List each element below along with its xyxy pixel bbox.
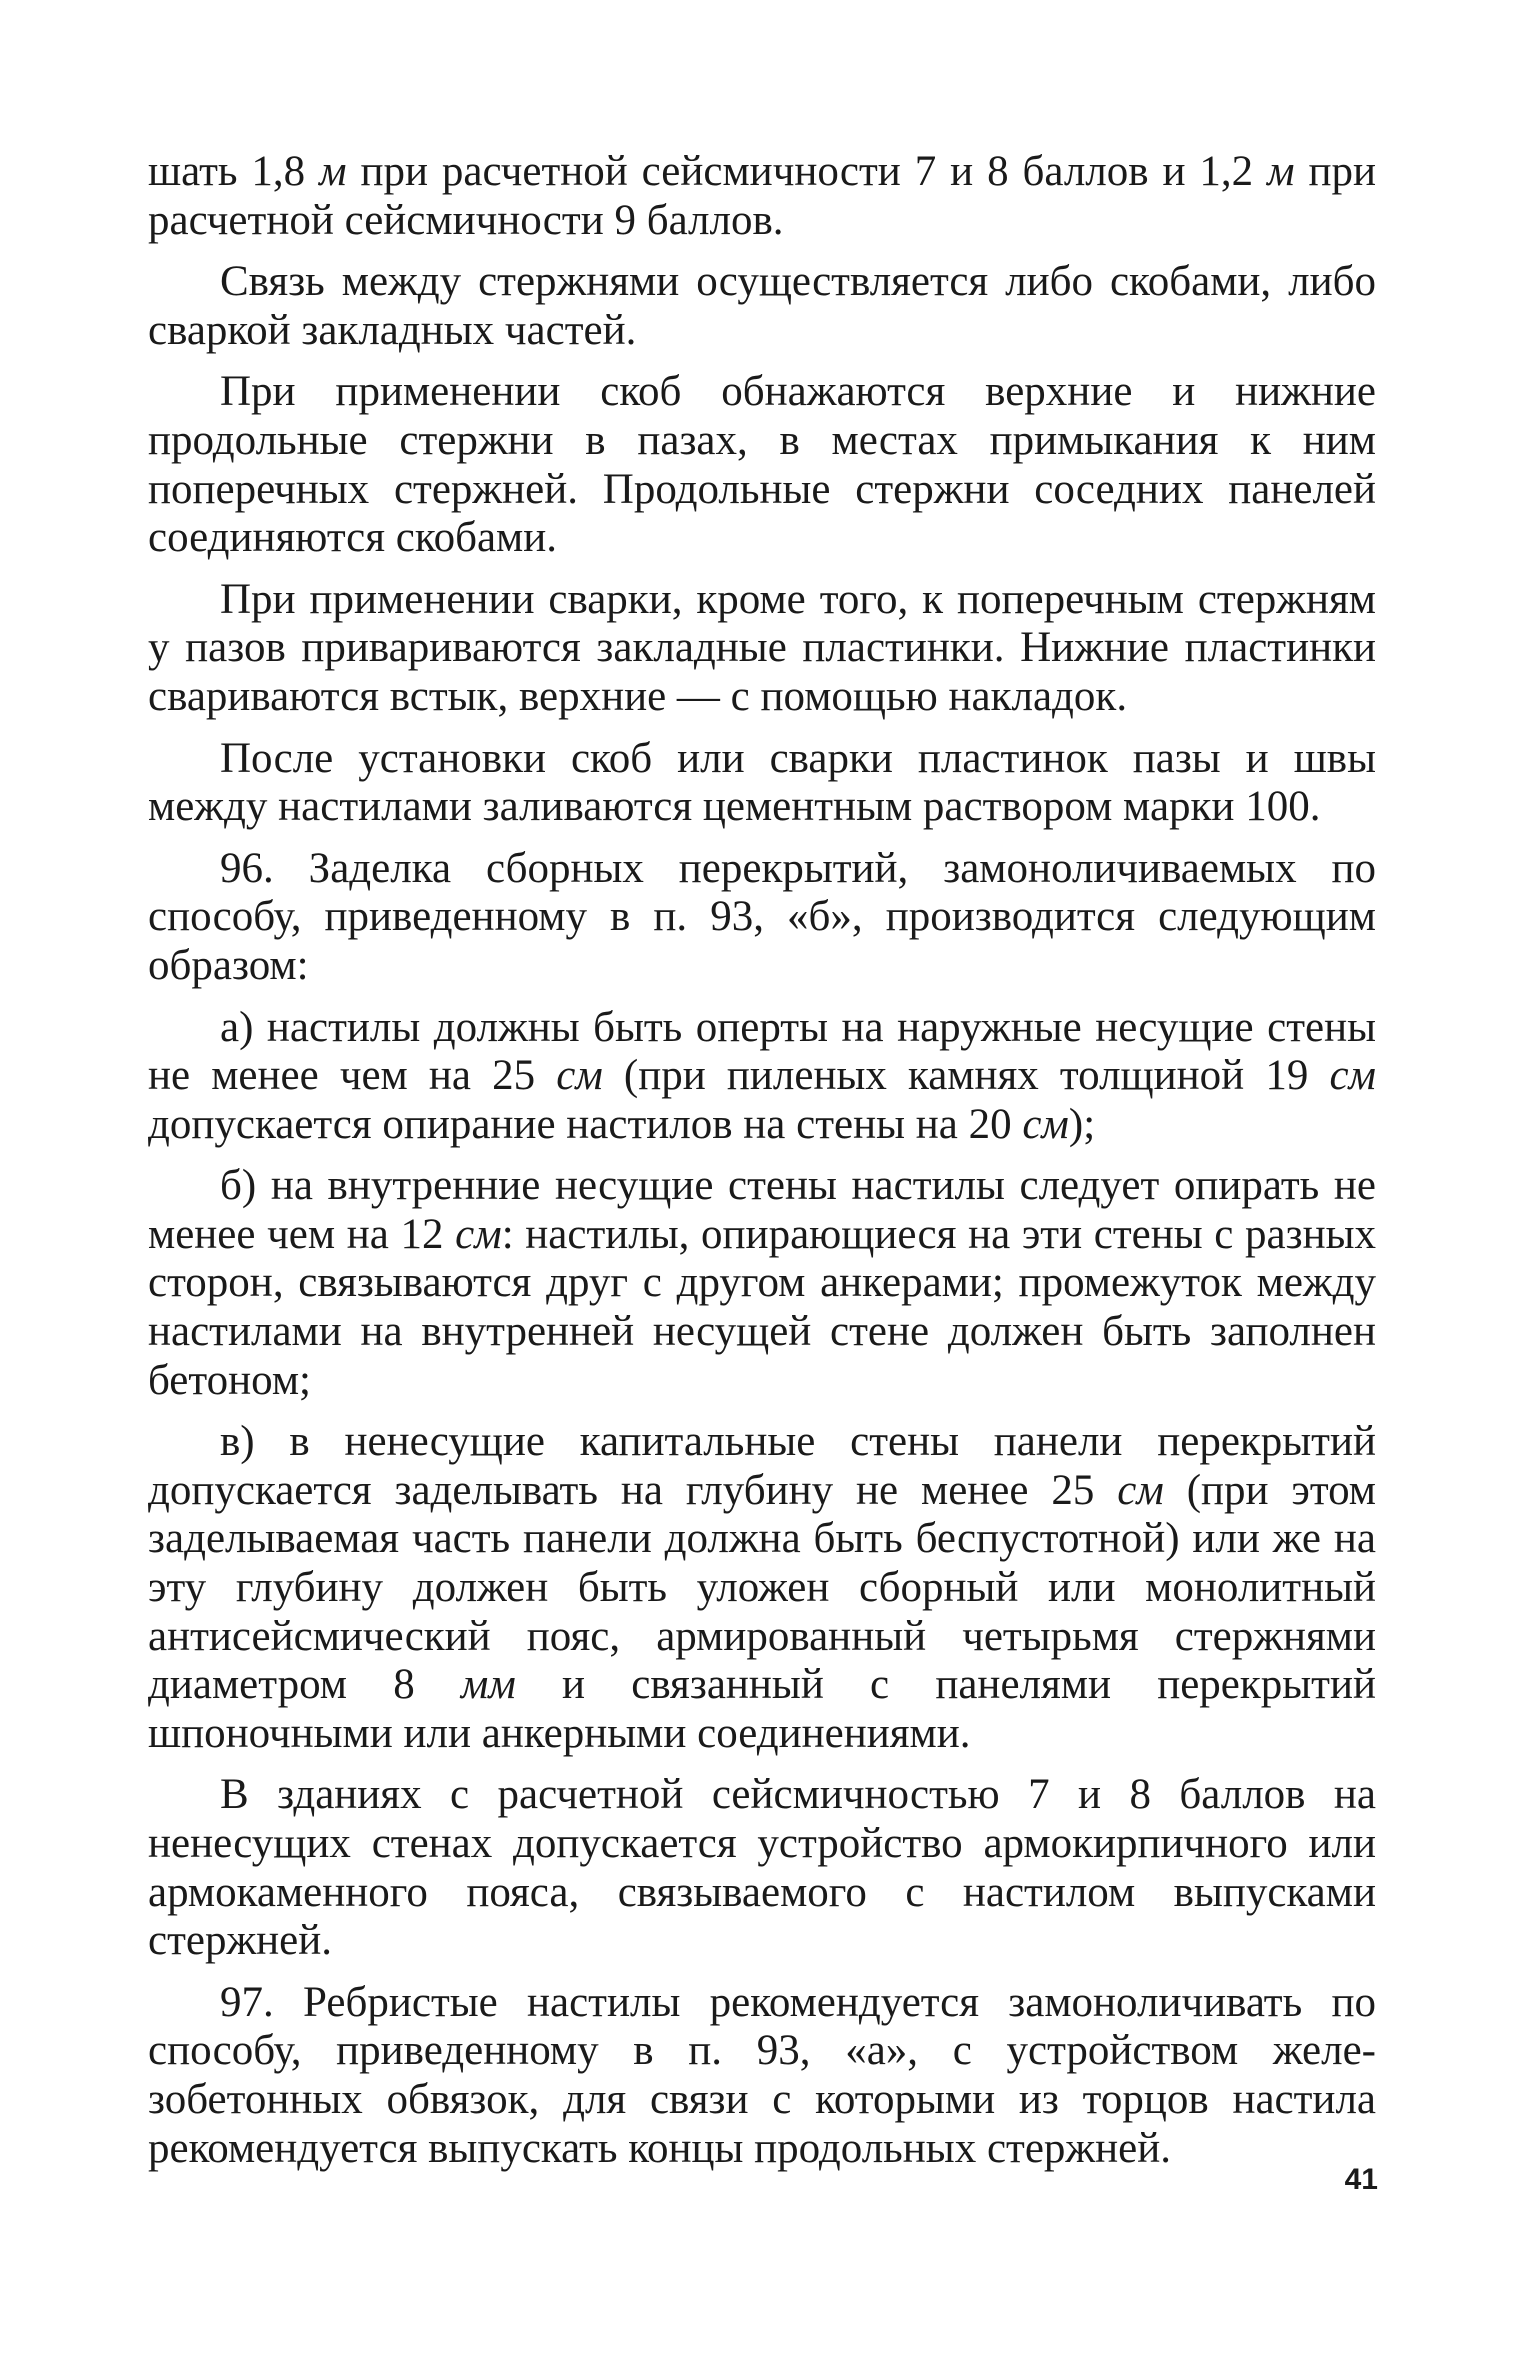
paragraph	[148, 1771, 1376, 1965]
paragraph-text: 96. Заделка сборных перекрытий, замоноличиваемых по способу, приведенному в п. 93, «б», производится следующим образом:	[148, 844, 1376, 989]
paragraph	[148, 1162, 1376, 1405]
unit-text: мм	[460, 1661, 516, 1709]
paragraph-text: шать 1,8	[148, 148, 320, 195]
paragraph	[148, 1418, 1376, 1758]
paragraph-text: (при этом заделываемая часть панели должна быть беспустотной) или же на эту глубину должен быть уложен сборный или монолитный антисейсмический пояс, армированный четырьмя стержнями диаметром 8	[148, 1466, 1377, 1709]
paragraph	[148, 576, 1376, 722]
paragraph	[148, 735, 1376, 832]
unit-text: см	[1117, 1466, 1164, 1514]
paragraph-text: После установки скоб или сварки пластинок пазы и швы между настилами заливаются цементным раствором марки 100.	[148, 734, 1376, 831]
paragraph-text: 97. Ребристые настилы рекомендуется замоноличивать по способу, приведенному в п. 93, «а», с устройством железобетонных обвязок, для связи с которыми из торцов настила рекомендуется выпускать концы продольных стержней.	[148, 1978, 1376, 2172]
paragraph-text: : настилы, опирающиеся на эти стены с разных сторон, связываются друг с другом анкерами; промежуток между настилами на внутренней несущей стене должен быть заполнен бетоном;	[148, 1210, 1377, 1404]
paragraph	[148, 148, 1376, 245]
paragraph-text: );	[1068, 1100, 1096, 1148]
paragraph-text: Связь между стержнями осуществляется либо скобами, либо сваркой закладных частей.	[148, 258, 1376, 354]
paragraph-text: при расчетной сейсмичности 9 баллов.	[148, 148, 1376, 244]
paragraph-text: При применении сварки, кроме того, к поперечным стержням у пазов привариваются закладные пластинки. Нижние пластинки свариваются встык, верхние — с помощью накладок.	[148, 575, 1376, 720]
unit-text: м	[319, 148, 347, 195]
paragraph-text: в) в ненесущие капитальные стены панели перекрытий допускается заделывать на глубину не менее 25	[148, 1418, 1376, 1514]
paragraph-text: допускается опирание настилов на стены на 20	[148, 1100, 1023, 1148]
unit-text: см	[1022, 1100, 1069, 1148]
unit-text: см	[1329, 1052, 1376, 1100]
paragraph-text: и связанный с панелями перекрытий шпоночными или анкерными соединениями.	[148, 1661, 1376, 1757]
paragraph-text: В зданиях с расчетной сейсмичностью 7 и 8 баллов на ненесущих стенах допускается устройство армокирпичного или армокаменного пояса, связываемого с настилом выпусками стержней.	[148, 1771, 1376, 1965]
paragraph-text: а) настилы должны быть оперты на наружные несущие стены не менее чем на 25	[148, 1003, 1376, 1100]
paragraph-text: При применении скоб обнажаются верхние и нижние продольные стержни в пазах, в местах примыкания к ним поперечных стержней. Продольные стержни соседних панелей соединяются скобами.	[148, 368, 1376, 562]
unit-text: см	[556, 1052, 603, 1100]
paragraph	[148, 845, 1376, 991]
page-number: 41	[1344, 2163, 1378, 2196]
paragraph	[148, 1004, 1376, 1150]
paragraph	[148, 1979, 1376, 2173]
paragraph	[148, 368, 1376, 562]
unit-text: см	[455, 1210, 502, 1258]
paragraph	[148, 258, 1376, 355]
document-body	[148, 148, 1376, 2186]
paragraph-text: (при пиленых камнях толщиной 19	[602, 1052, 1330, 1100]
paragraph-text: при расчетной сейсмичности 7 и 8 баллов и 1,2	[346, 148, 1268, 195]
paragraph-text: б) на внутренние несущие стены настилы следует опирать не менее чем на 12	[148, 1162, 1376, 1258]
unit-text: м	[1267, 148, 1295, 195]
